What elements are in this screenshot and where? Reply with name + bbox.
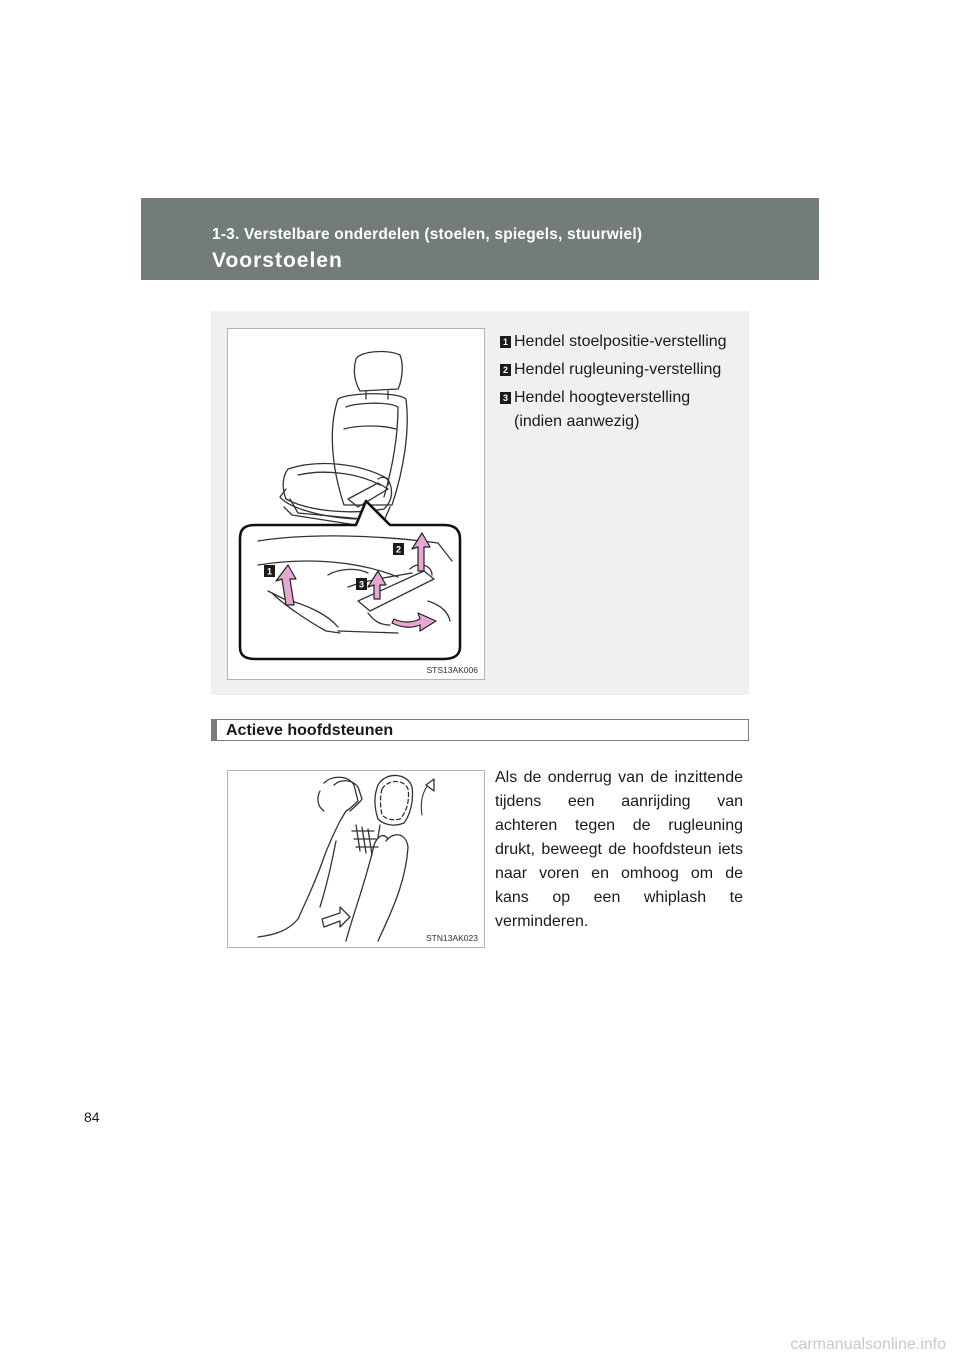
callout-2: 2 <box>395 544 402 555</box>
figure-panel <box>211 311 749 695</box>
legend-text-3: Hendel hoogteverstelling (indien aanwezig) <box>514 389 691 430</box>
heading-marker <box>212 720 217 740</box>
legend-number-3: 3 <box>500 392 511 404</box>
seat-drawing <box>228 329 484 679</box>
legend-number-1: 1 <box>500 336 511 348</box>
figure-code: STS13AK006 <box>426 665 478 675</box>
watermark: carmanualsonline.info <box>790 1336 946 1353</box>
seat-illustration <box>227 328 485 680</box>
section-heading-text: Actieve hoofdsteunen <box>226 722 394 739</box>
legend-text-2: Hendel rugleuning-verstelling <box>514 361 722 378</box>
section-label: 1-3. Verstelbare onderdelen (stoelen, spiegels, stuurwiel) <box>212 226 643 243</box>
page-number: 84 <box>84 1109 100 1125</box>
body-paragraph: Als de onderrug van de inzittende tijdens een aanrijding van achteren tegen de rugleuning drukt, beweegt de hoofdsteun iets naar voren en omhoog om de kans op een whiplash te verminderen. <box>495 769 743 930</box>
legend-number-2: 2 <box>500 364 511 376</box>
legend-item <box>500 358 740 382</box>
header-band <box>141 198 819 280</box>
headrest-drawing <box>228 771 484 947</box>
section-heading <box>211 719 749 741</box>
legend-item <box>500 330 740 354</box>
callout-1: 1 <box>266 566 273 577</box>
legend-text-1: Hendel stoelpositie-verstelling <box>514 333 727 350</box>
figure-legend <box>500 330 740 438</box>
figure-code: STN13AK023 <box>426 933 478 943</box>
page-title: Voorstoelen <box>212 249 343 272</box>
legend-item <box>500 386 740 434</box>
headrest-illustration <box>227 770 485 948</box>
callout-3: 3 <box>358 579 365 590</box>
